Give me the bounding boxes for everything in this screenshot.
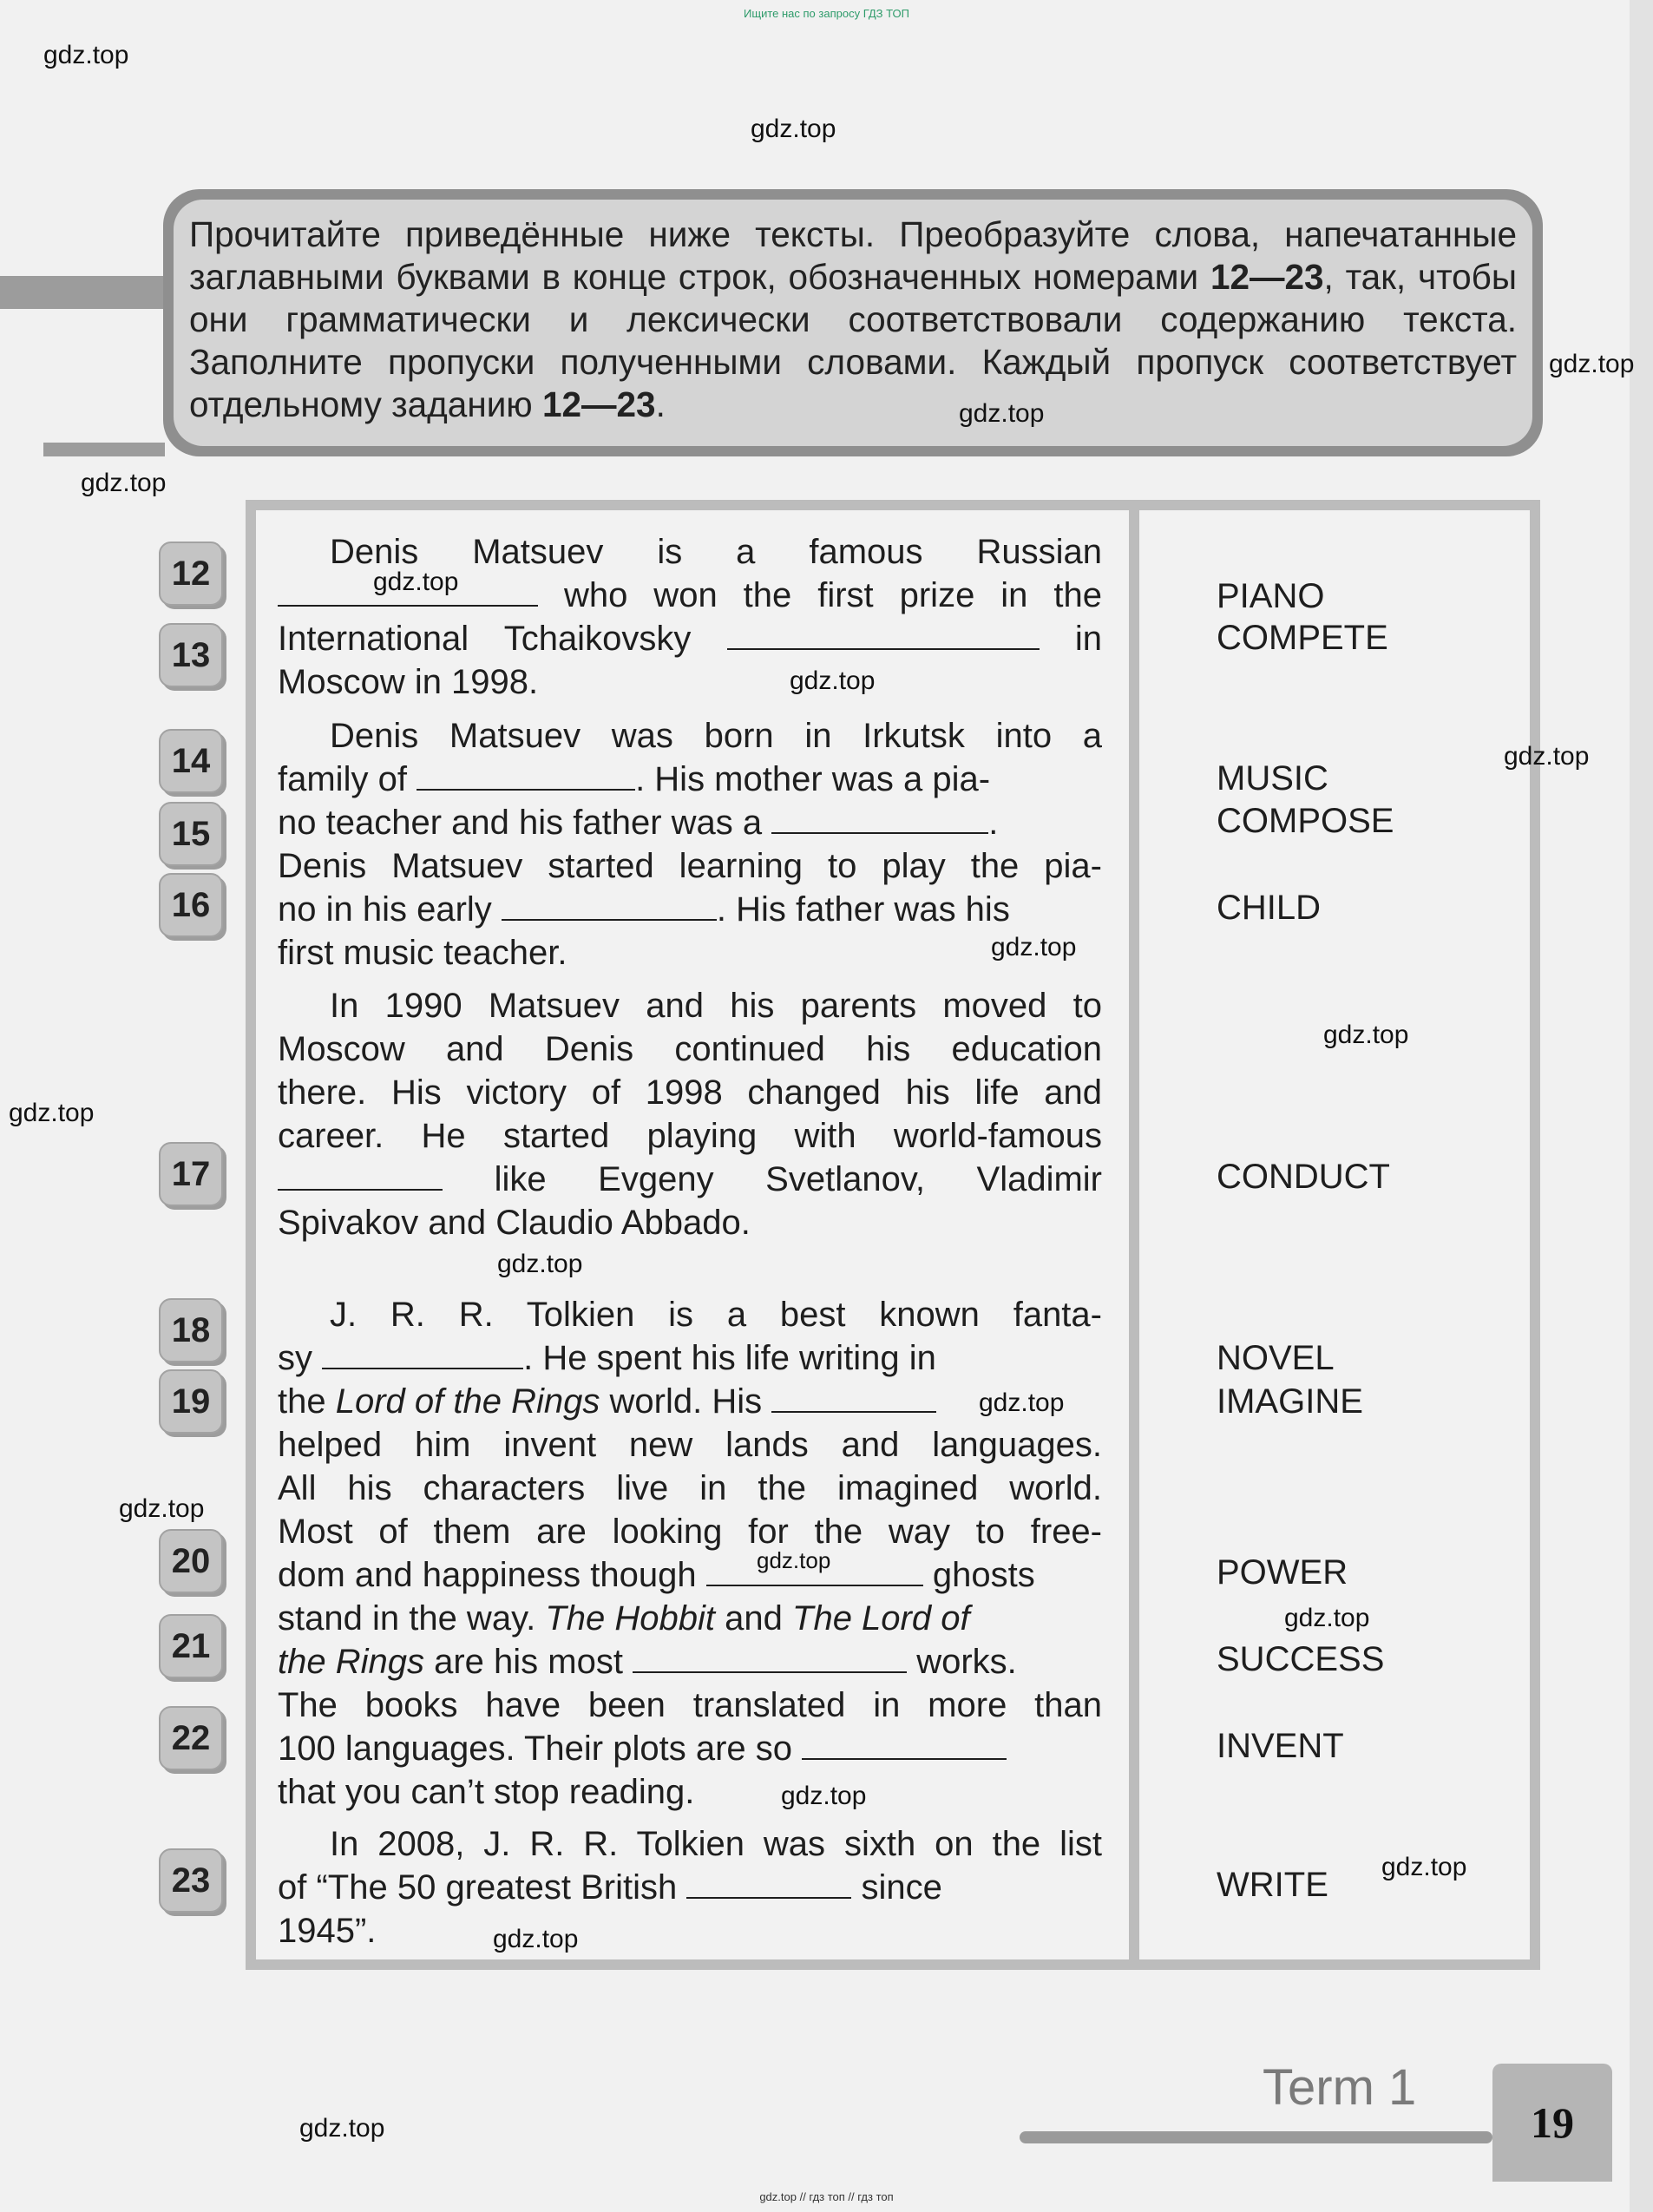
text-line xyxy=(278,844,1102,888)
keyword-15: COMPOSE xyxy=(1217,802,1394,840)
instruction-range-2: 12—23 xyxy=(541,384,656,424)
text-span: . He spent his life writing in xyxy=(523,1339,936,1377)
text-span: world. His xyxy=(609,1382,763,1421)
watermark: gdz.top xyxy=(781,1782,867,1810)
text-span: like Evgeny Svetlanov, Vladimir xyxy=(494,1160,1102,1198)
text-span: are his most xyxy=(434,1643,623,1681)
answer-blank-19 xyxy=(771,1382,936,1413)
keyword-19: IMAGINE xyxy=(1217,1382,1363,1421)
instruction-part-2: , так, чтобы они грамматически и лексически соответствовали содержанию текста. Заполните пропуски полученными словами. Каждый пропуск соответствует отдельному заданию xyxy=(189,257,1517,424)
text-span: stand in the way. xyxy=(278,1599,536,1638)
watermark: gdz.top xyxy=(1284,1604,1370,1632)
text-line xyxy=(278,1336,1102,1380)
watermark: gdz.top xyxy=(119,1494,205,1523)
answer-blank-16 xyxy=(502,889,717,921)
text-span: The books have been translated in more than xyxy=(278,1686,1102,1724)
text-line xyxy=(278,1467,1102,1510)
text-line xyxy=(278,1071,1102,1114)
text-line xyxy=(278,1510,1102,1553)
text-span: The Lord of xyxy=(792,1599,970,1638)
watermark: gdz.top xyxy=(1504,742,1590,771)
answer-blank-22 xyxy=(802,1729,1007,1760)
watermark: gdz.top xyxy=(81,469,167,497)
watermark: gdz.top xyxy=(751,115,836,143)
instruction-range-1: 12—23 xyxy=(1210,257,1324,297)
text-span: helped him invent new lands and languages. xyxy=(278,1426,1102,1464)
page-number: 19 xyxy=(1492,2064,1612,2182)
instruction-box xyxy=(163,189,1543,456)
watermark: gdz.top xyxy=(1549,350,1635,378)
text-span: there. His victory of 1998 changed his life and xyxy=(278,1073,1102,1112)
keyword-20: POWER xyxy=(1217,1553,1348,1592)
watermark: gdz.top xyxy=(299,2114,385,2143)
text-span: . His mother was a pia- xyxy=(635,760,991,798)
text-span: works. xyxy=(916,1643,1017,1681)
text-line xyxy=(278,801,1102,844)
text-span: International Tchaikovsky xyxy=(278,620,692,658)
text-line xyxy=(330,1293,1102,1336)
text-line xyxy=(278,1640,1102,1684)
text-line xyxy=(278,660,1102,704)
keyword-18: NOVEL xyxy=(1217,1339,1335,1377)
keyword-16: CHILD xyxy=(1217,889,1322,927)
keyword-21: SUCCESS xyxy=(1217,1640,1385,1678)
text-line xyxy=(278,617,1102,660)
watermark: gdz.top xyxy=(1323,1021,1409,1049)
text-line xyxy=(278,1866,1102,1909)
instruction-part-3: . xyxy=(655,384,666,424)
text-span: the xyxy=(278,1382,326,1421)
text-span: in xyxy=(1074,620,1102,658)
text-span: Denis Matsuev is a famous Russian xyxy=(330,533,1102,571)
text-line xyxy=(278,1201,1102,1244)
text-span: J. R. R. Tolkien is a best known fanta- xyxy=(330,1296,1102,1334)
text-span: Moscow and Denis continued his education xyxy=(278,1030,1102,1068)
text-span: . His father was his xyxy=(716,890,1010,929)
text-span: no teacher and his father was a xyxy=(278,804,763,842)
text-span: and xyxy=(725,1599,783,1638)
text-span: ghosts xyxy=(932,1556,1035,1594)
text-span: In 1990 Matsuev and his parents moved to xyxy=(330,987,1102,1025)
text-span: first music teacher. xyxy=(278,934,567,972)
text-line xyxy=(278,1684,1102,1727)
task-number-13: 13 xyxy=(159,623,223,687)
text-span: who won the first prize in the xyxy=(563,576,1102,614)
watermark: gdz.top xyxy=(373,568,459,596)
right-edge-rule xyxy=(1630,0,1653,2212)
answer-blank-23 xyxy=(686,1867,851,1899)
keyword-23: WRITE xyxy=(1217,1866,1328,1904)
text-span: dom and happiness though xyxy=(278,1556,697,1594)
watermark: gdz.top xyxy=(979,1388,1065,1417)
instruction-part-1: Прочитайте приведённые ниже тексты. Преобразуйте слова, напечатанные заглавными буквами в конце строк, обозначенных номерами xyxy=(189,214,1517,297)
keyword-12: PIANO xyxy=(1217,577,1325,615)
text-span: since xyxy=(861,1868,942,1907)
watermark: gdz.top xyxy=(1381,1853,1467,1881)
task-number-23: 23 xyxy=(159,1848,223,1913)
text-line xyxy=(278,931,1102,975)
answer-blank-14 xyxy=(417,759,635,791)
text-span: of “The 50 greatest British xyxy=(278,1868,678,1907)
text-span: career. He started playing with world-famous xyxy=(278,1117,1102,1155)
task-number-17: 17 xyxy=(159,1142,223,1206)
task-number-12: 12 xyxy=(159,542,223,606)
watermark: gdz.top xyxy=(497,1250,583,1278)
answer-blank-18 xyxy=(322,1338,523,1369)
text-span: Spivakov and Claudio Abbado. xyxy=(278,1204,751,1242)
task-number-18: 18 xyxy=(159,1298,223,1362)
text-line xyxy=(278,1423,1102,1467)
text-line xyxy=(278,1553,1102,1597)
watermark: gdz.top xyxy=(9,1099,95,1127)
left-lower-rule xyxy=(43,443,165,456)
task-number-22: 22 xyxy=(159,1706,223,1770)
text-line xyxy=(330,984,1102,1027)
task-number-16: 16 xyxy=(159,873,223,937)
text-line xyxy=(330,714,1102,758)
text-span: Denis Matsuev was born in Irkutsk into a xyxy=(330,717,1102,755)
text-line xyxy=(278,1770,1102,1814)
text-line xyxy=(278,1727,1102,1770)
task-number-21: 21 xyxy=(159,1614,223,1678)
text-span: Denis Matsuev started learning to play the pia- xyxy=(278,847,1102,885)
watermark: gdz.top xyxy=(790,666,876,695)
header-note: Ищите нас по запросу ГДЗ ТОП xyxy=(744,7,909,20)
text-span: that you can’t stop reading. xyxy=(278,1773,695,1811)
answer-blank-13 xyxy=(727,619,1040,650)
text-span: Lord of the Rings xyxy=(335,1382,600,1421)
term-label: Term 1 xyxy=(1263,2059,1417,2116)
text-span: family of xyxy=(278,760,407,798)
text-line xyxy=(278,888,1102,931)
text-line xyxy=(330,1822,1102,1866)
answer-blank-15 xyxy=(771,803,988,834)
text-span: the Rings xyxy=(278,1643,424,1681)
watermark: gdz.top xyxy=(493,1925,579,1953)
task-number-20: 20 xyxy=(159,1529,223,1593)
text-line xyxy=(278,1597,1102,1640)
text-span: The Hobbit xyxy=(545,1599,716,1638)
text-span: Most of them are looking for the way to free- xyxy=(278,1513,1102,1551)
text-line xyxy=(278,1909,1102,1953)
text-span: . xyxy=(988,804,999,842)
watermark: gdz.top xyxy=(43,41,129,69)
footer-rule xyxy=(1020,2131,1492,2143)
footer-note: gdz.top // гдз топ // гдз топ xyxy=(759,2190,894,2203)
text-span: Moscow in 1998. xyxy=(278,663,539,701)
text-span: In 2008, J. R. R. Tolkien was sixth on the list xyxy=(330,1825,1102,1863)
text-line xyxy=(278,1027,1102,1071)
text-span: no in his early xyxy=(278,890,492,929)
instruction-text xyxy=(174,200,1532,446)
watermark: gdz.top xyxy=(991,933,1077,962)
text-line xyxy=(278,758,1102,801)
text-span: All his characters live in the imagined world. xyxy=(278,1469,1102,1507)
task-number-15: 15 xyxy=(159,802,223,866)
text-line xyxy=(278,1158,1102,1201)
watermark: gdz.top xyxy=(757,1547,831,1573)
keyword-17: CONDUCT xyxy=(1217,1158,1390,1196)
keyword-13: COMPETE xyxy=(1217,619,1388,657)
keyword-14: MUSIC xyxy=(1217,759,1328,798)
keyword-22: INVENT xyxy=(1217,1727,1344,1765)
watermark: gdz.top xyxy=(959,399,1045,428)
text-span: 1945”. xyxy=(278,1912,377,1950)
text-line xyxy=(278,1114,1102,1158)
text-span: sy xyxy=(278,1339,312,1377)
task-number-19: 19 xyxy=(159,1369,223,1434)
answer-blank-21 xyxy=(633,1642,907,1673)
text-span: 100 languages. Their plots are so xyxy=(278,1730,792,1768)
left-edge-rule xyxy=(0,276,165,309)
answer-blank-17 xyxy=(278,1159,443,1191)
task-number-14: 14 xyxy=(159,729,223,793)
